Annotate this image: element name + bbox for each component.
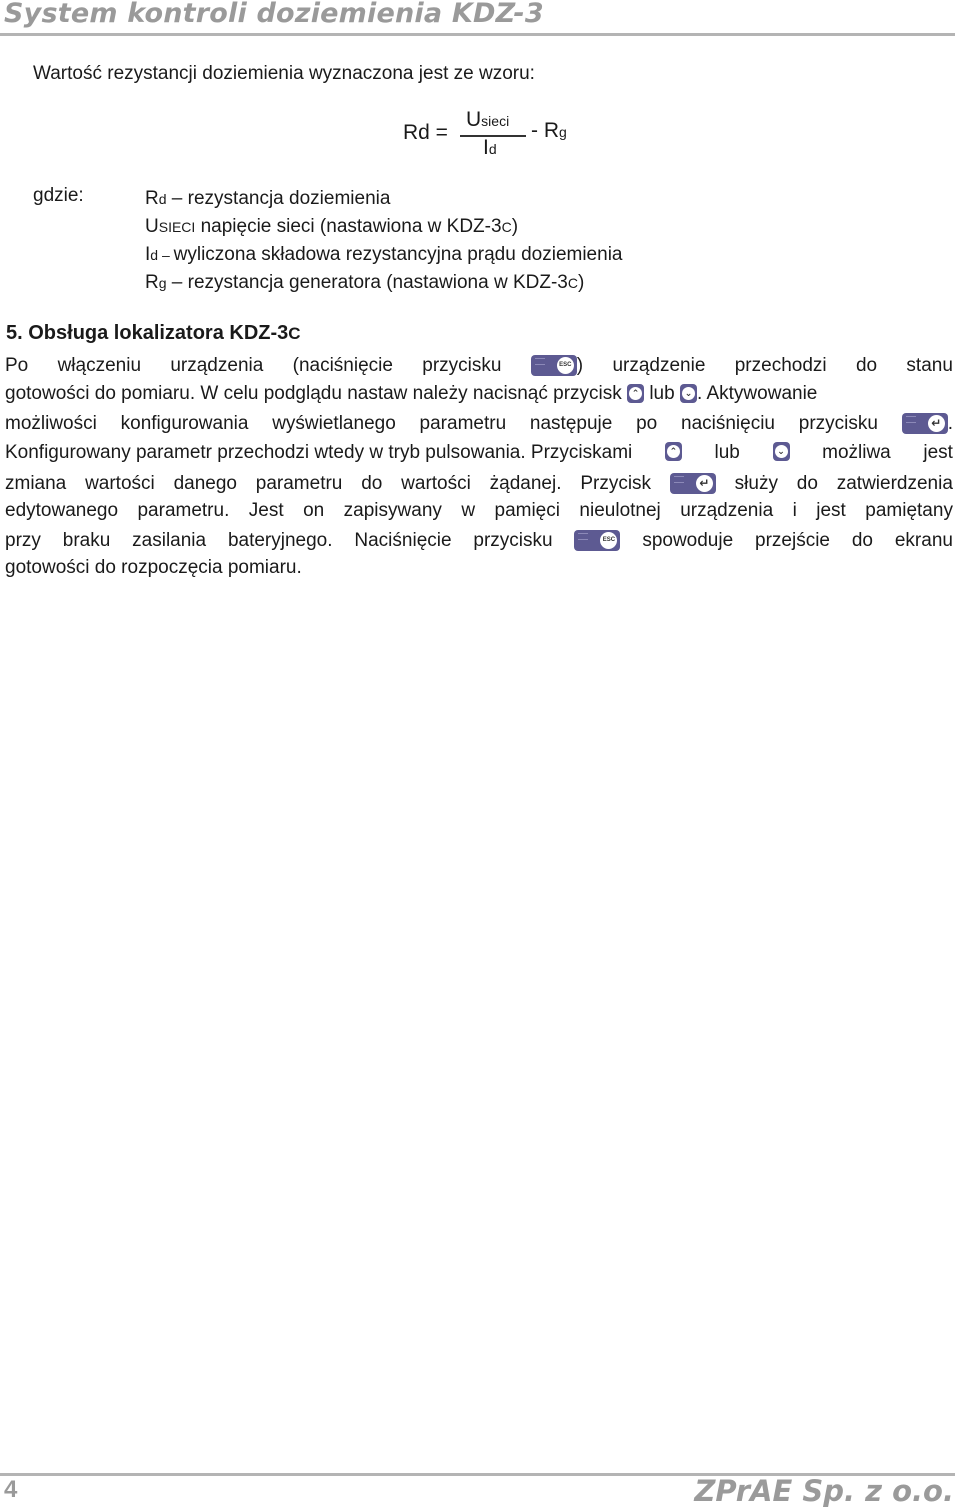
para-line-2: gotowości do pomiaru. W celu podglądu nastaw należy nacisnąć przycisk ⌃ lub ⌄ . Aktywowanie [5,383,818,404]
intro-text: Wartość rezystancji doziemienia wyznaczona jest ze wzoru: [33,63,535,84]
esc-key-icon: ESC [531,355,577,376]
page-header-title: System kontroli doziemienia KDZ-3 [4,0,544,29]
down-arrow-key-icon: ⌄ [773,442,790,461]
up-arrow-key-icon: ⌃ [627,384,644,403]
formula-denominator: Id [483,136,497,159]
page-number: 4 [4,1476,18,1503]
para-line-3: możliwości konfigurowania wyświetlanego parametru następuje po naciśnięciu przycisku ↵ . [5,413,953,434]
para-line-7: przy braku zasilania bateryjnego. Naciśnięcie przycisku ESC spowoduje przejście do ekranu [5,530,953,551]
header-rule [0,33,955,36]
para-line-6: edytowanego parametru. Jest on zapisywany w pamięci nieulotnej urządzenia i jest pamiętany [5,500,953,521]
formula-numerator: Usieci [466,108,510,131]
definition-usieci: USIECI napięcie sieci (nastawiona w KDZ-3C) [145,216,519,237]
para-line-4: Konfigurowany parametr przechodzi wtedy w tryb pulsowania. Przyciskami ⌃ lub ⌄ możliwa jest [5,442,953,463]
formula-rhs: - Rg [531,119,567,142]
up-arrow-key-icon: ⌃ [665,442,682,461]
definitions-label: gdzie: [33,185,84,206]
para-line-8: gotowości do rozpoczęcia pomiaru. [5,557,302,578]
esc-key-icon: ESC [574,530,620,551]
definition-id: Id – wyliczona składowa rezystancyjna prądu doziemienia [145,244,623,265]
para-line-1: Po włączeniu urządzenia (naciśnięcie przycisku ESC ) urządzenie przechodzi do stanu [5,355,953,376]
enter-key-icon: ↵ [670,473,716,494]
para-line-5: zmiana wartości danego parametru do wartości żądanej. Przycisk ↵ służy do zatwierdzenia [5,473,953,494]
down-arrow-key-icon: ⌄ [680,384,697,403]
section-title: 5. Obsługa lokalizatora KDZ-3C [6,322,301,344]
resistance-formula [403,108,603,168]
formula-lhs: Rd = [403,121,448,144]
definition-rd: Rd – rezystancja doziemienia [145,188,391,209]
enter-key-icon: ↵ [902,413,948,434]
definition-rg: Rg – rezystancja generatora (nastawiona w KDZ-3C) [145,272,585,293]
company-name: ZPrAE Sp. z o.o. [694,1474,954,1508]
definitions-list [145,185,622,297]
